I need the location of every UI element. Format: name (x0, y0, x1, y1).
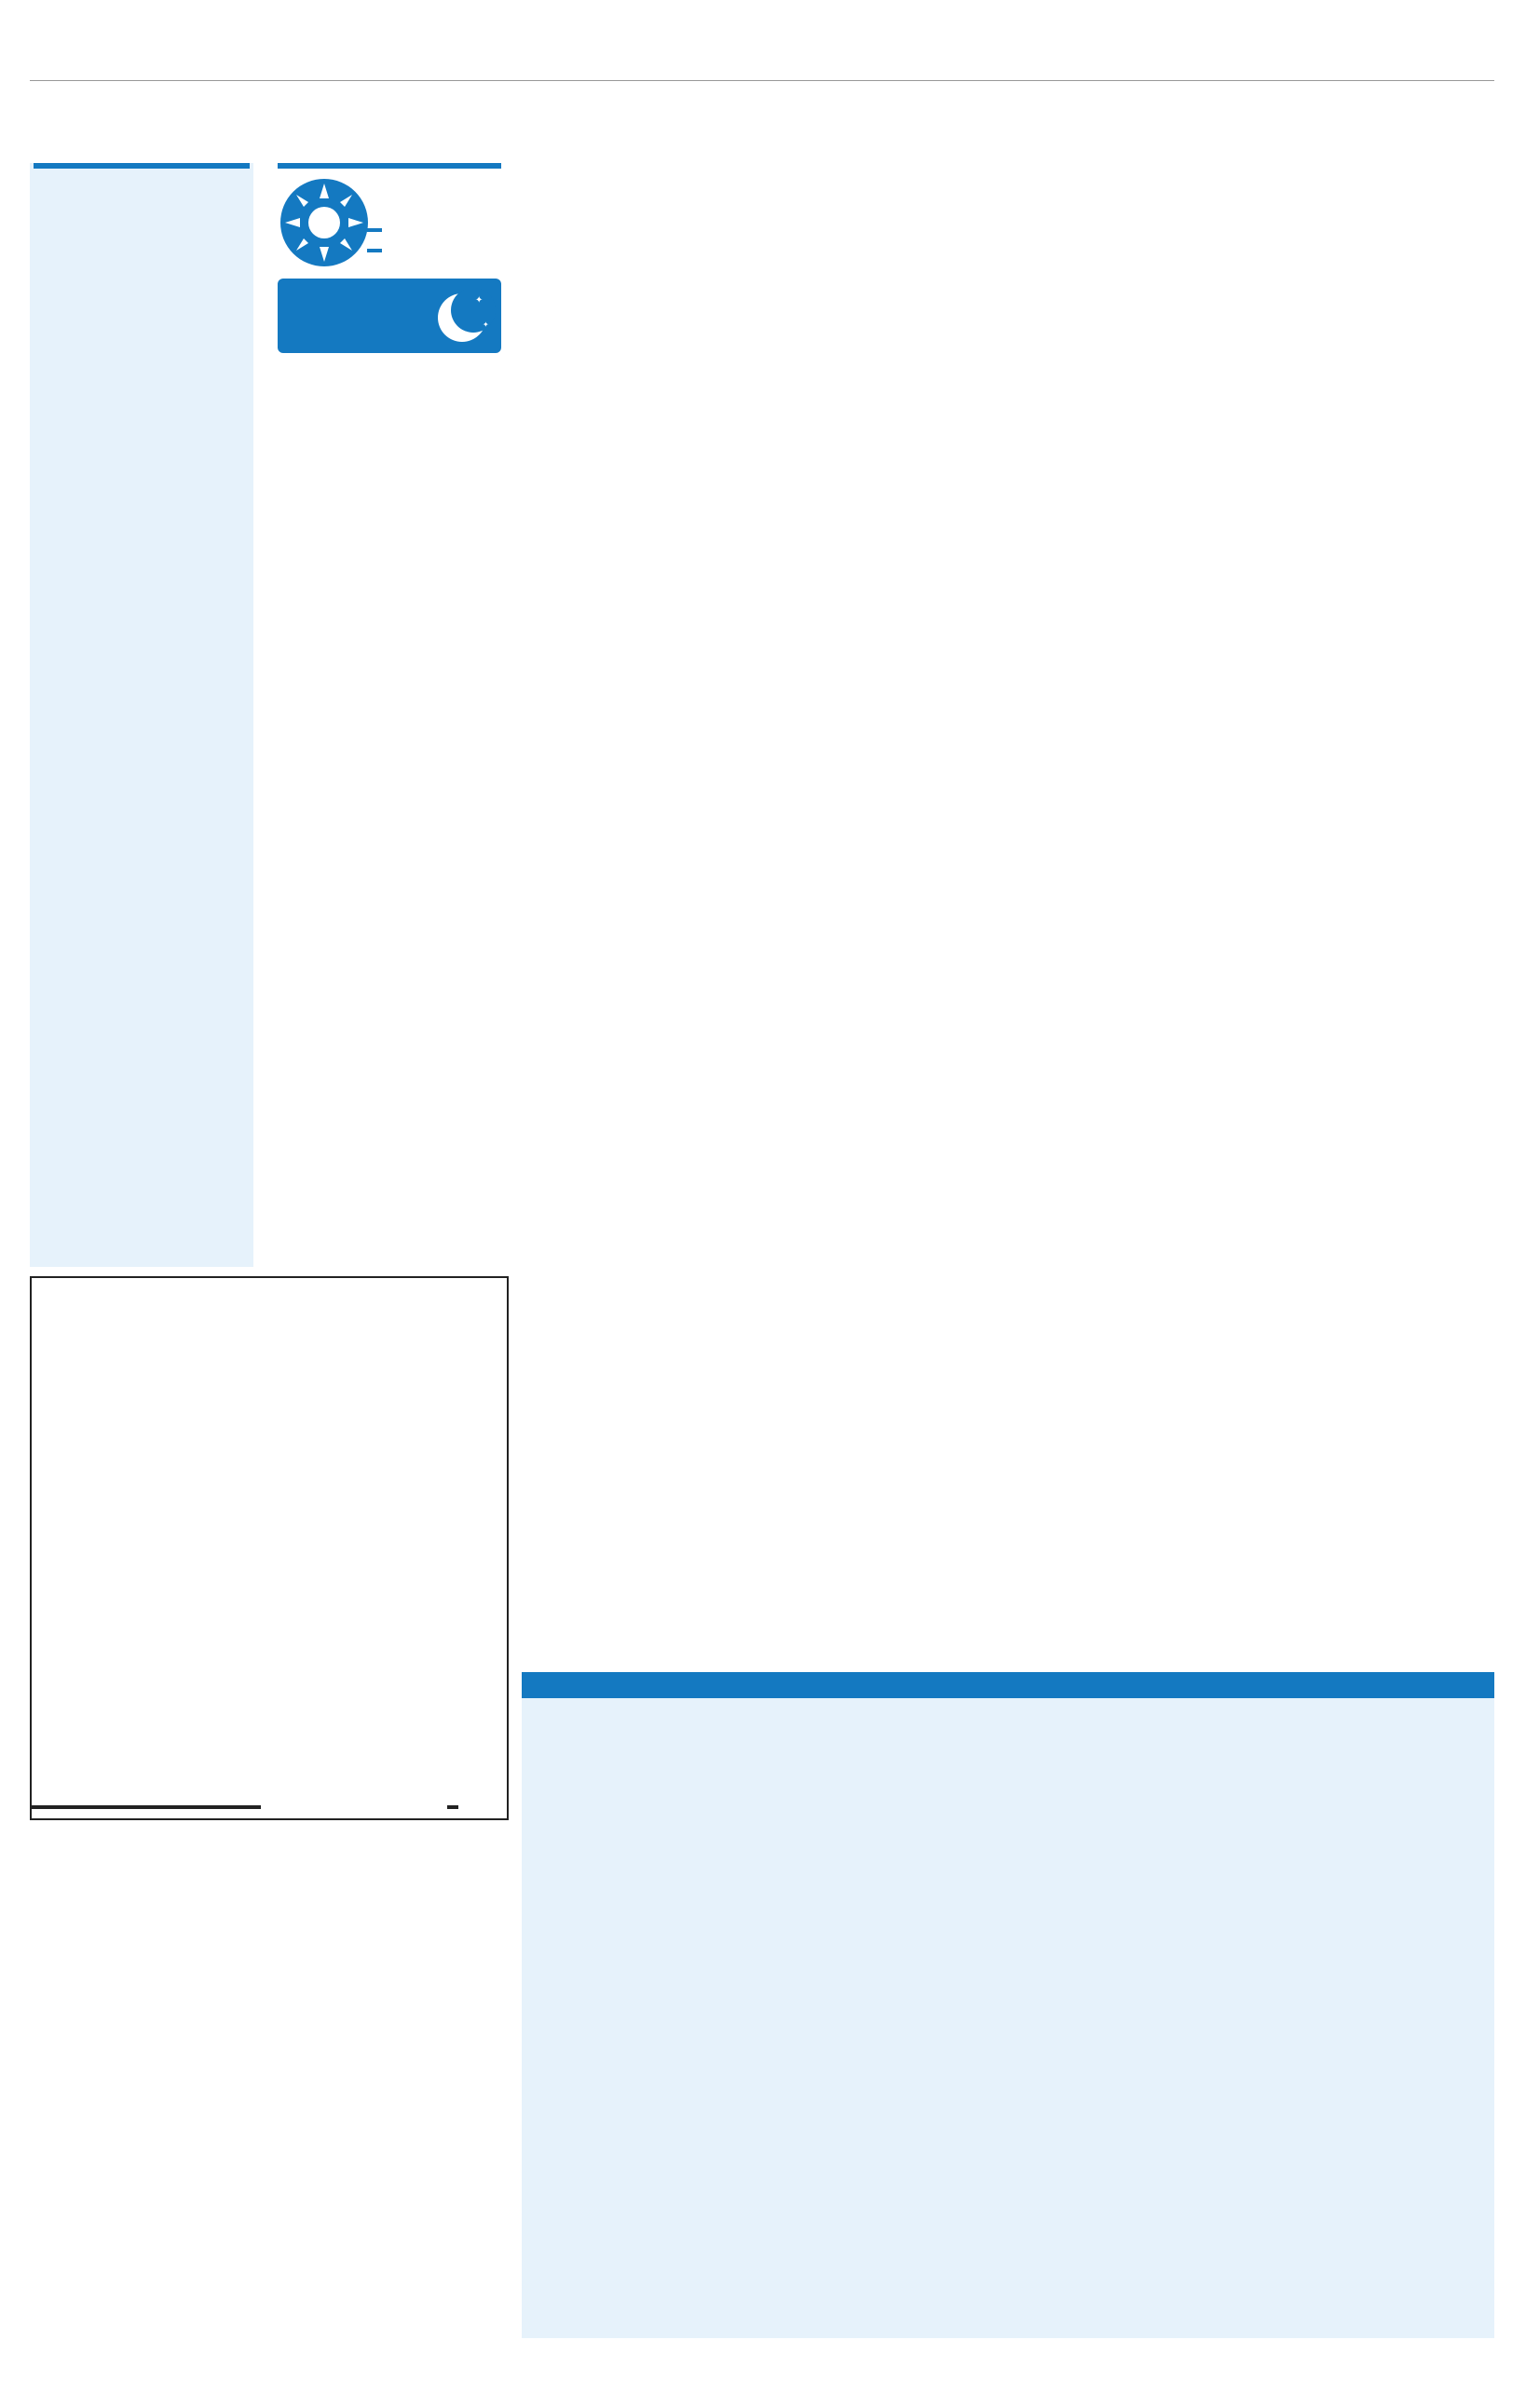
today-panel (278, 163, 501, 370)
jokes-title (34, 163, 250, 169)
crossword-grid (30, 1276, 509, 1820)
sudoku-title (447, 1805, 458, 1809)
crossword-title (30, 1805, 261, 1809)
jokes-panel (30, 163, 253, 1267)
sunrise (367, 228, 382, 232)
moon-box (278, 279, 501, 353)
header-rule (30, 80, 1494, 81)
today-title (278, 163, 501, 169)
moon-icon (429, 282, 496, 349)
sun-icon (278, 176, 371, 269)
svg-text:✦: ✦ (475, 295, 484, 306)
horoscope-title (522, 1672, 1494, 1698)
svg-text:✦: ✦ (483, 320, 489, 329)
horoscope-panel (522, 1672, 1494, 2338)
sun-box (278, 176, 501, 273)
sunset (367, 249, 382, 252)
